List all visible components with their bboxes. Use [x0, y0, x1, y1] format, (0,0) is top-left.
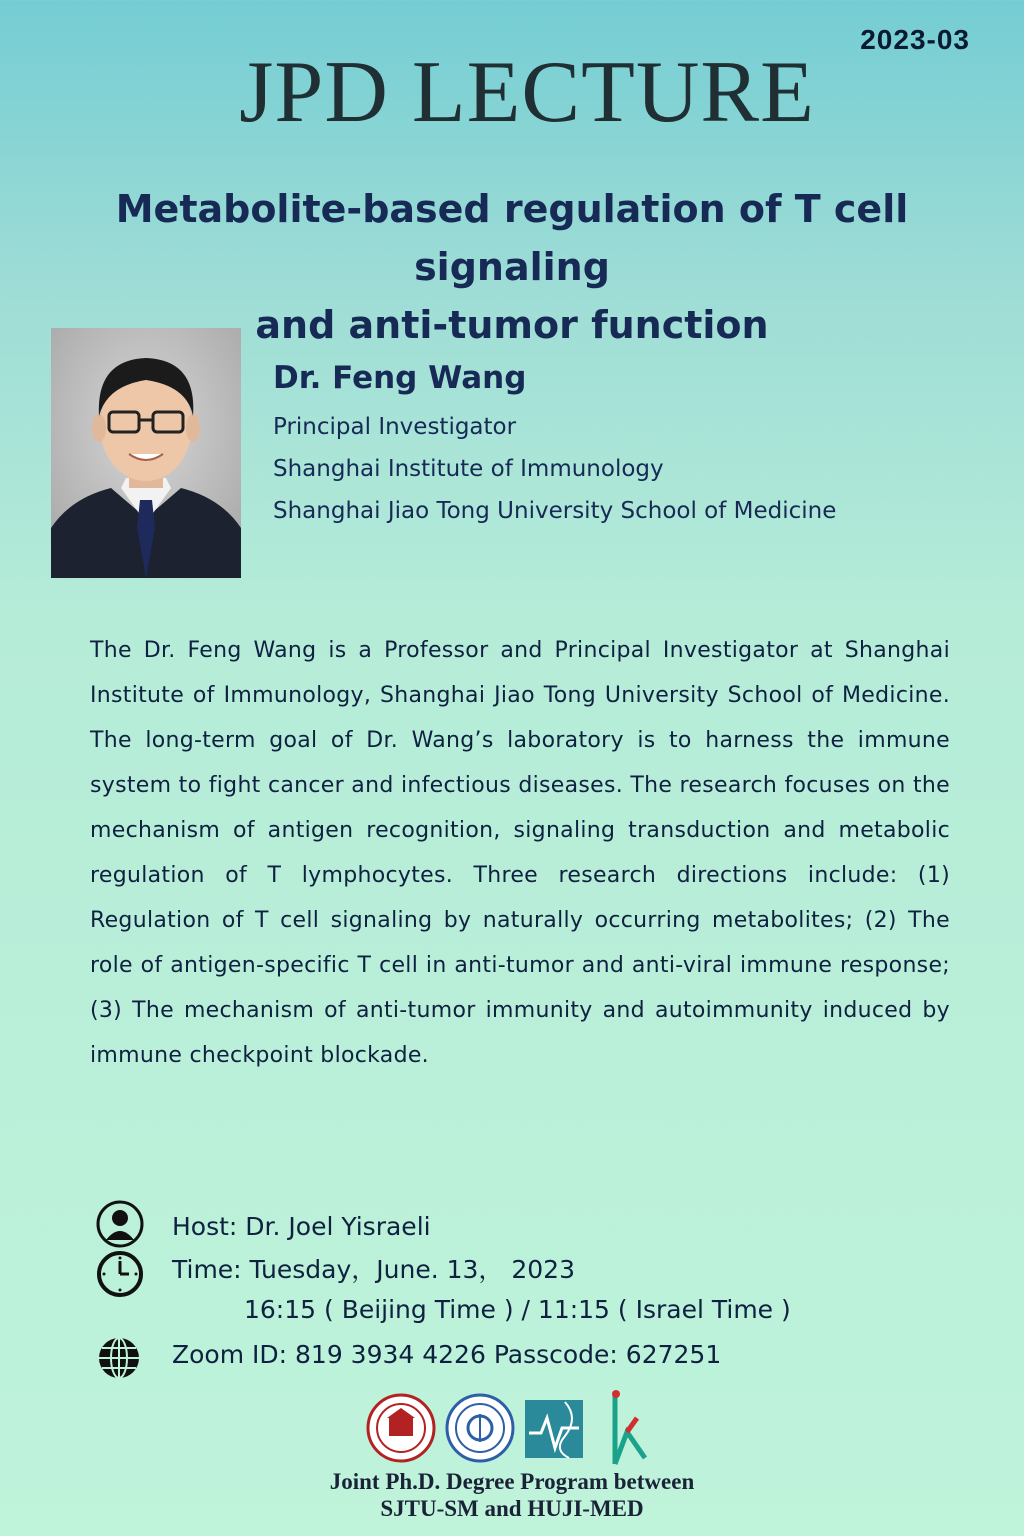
- speaker-name: Dr. Feng Wang: [273, 360, 527, 396]
- speaker-photo: [51, 328, 241, 578]
- speaker-university: Shanghai Jiao Tong University School of Medicine: [273, 498, 837, 524]
- talk-title-line1: Metabolite-based regulation of T cell signaling: [115, 187, 909, 289]
- host-text: Host: Dr. Joel Yisraeli: [172, 1212, 431, 1241]
- issue-number: 2023-03: [860, 24, 970, 55]
- speaker-position: Principal Investigator: [273, 414, 517, 440]
- clock-icon: [96, 1250, 144, 1302]
- footer-line1: Joint Ph.D. Degree Program between: [329, 1469, 695, 1494]
- footer: [0, 1468, 1024, 1522]
- zoom-text: Zoom ID: 819 3934 4226 Passcode: 627251: [172, 1340, 722, 1369]
- speaker-bio: The Dr. Feng Wang is a Professor and Principal Investigator at Shanghai Institute of Immunology, Shanghai Jiao Tong University School of Medicine. The long-term goal of Dr. Wang’s laboratory is to harness the immune system to fight cancer and infectious diseases. The research focuses on the mechanism of antigen recognition, signaling transduction and metabolic regulation of T lymphocytes. Three research directions include: (1) Regulation of T cell signaling by naturally occurring metabolites; (2) The role of antigen-specific T cell in anti-tumor and anti-viral immune response; (3) The mechanism of anti-tumor immunity and autoimmunity induced by immune checkpoint blockade.: [90, 638, 950, 1068]
- talk-title-line2: and anti-tumor function: [255, 303, 769, 347]
- sjtu-sm-seal-logo: [447, 1395, 513, 1461]
- time-text: Time: Tuesday，June. 13， 2023: [172, 1255, 575, 1284]
- speaker-block: [273, 360, 836, 532]
- speaker-institute: Shanghai Institute of Immunology: [273, 456, 664, 482]
- person-icon: [96, 1200, 144, 1252]
- sjtu-seal-logo: [368, 1395, 434, 1461]
- series-title: JPD LECTURE: [239, 44, 815, 141]
- time-detail-text: 16:15 ( Beijing Time ) / 11:15 ( Israel Time ): [244, 1295, 791, 1324]
- dna-program-logo: [525, 1400, 583, 1458]
- globe-icon: [96, 1335, 142, 1385]
- partner-logos: [365, 1388, 665, 1468]
- footer-line2: SJTU-SM and HUJI-MED: [380, 1496, 644, 1521]
- huji-med-logo: [612, 1390, 645, 1464]
